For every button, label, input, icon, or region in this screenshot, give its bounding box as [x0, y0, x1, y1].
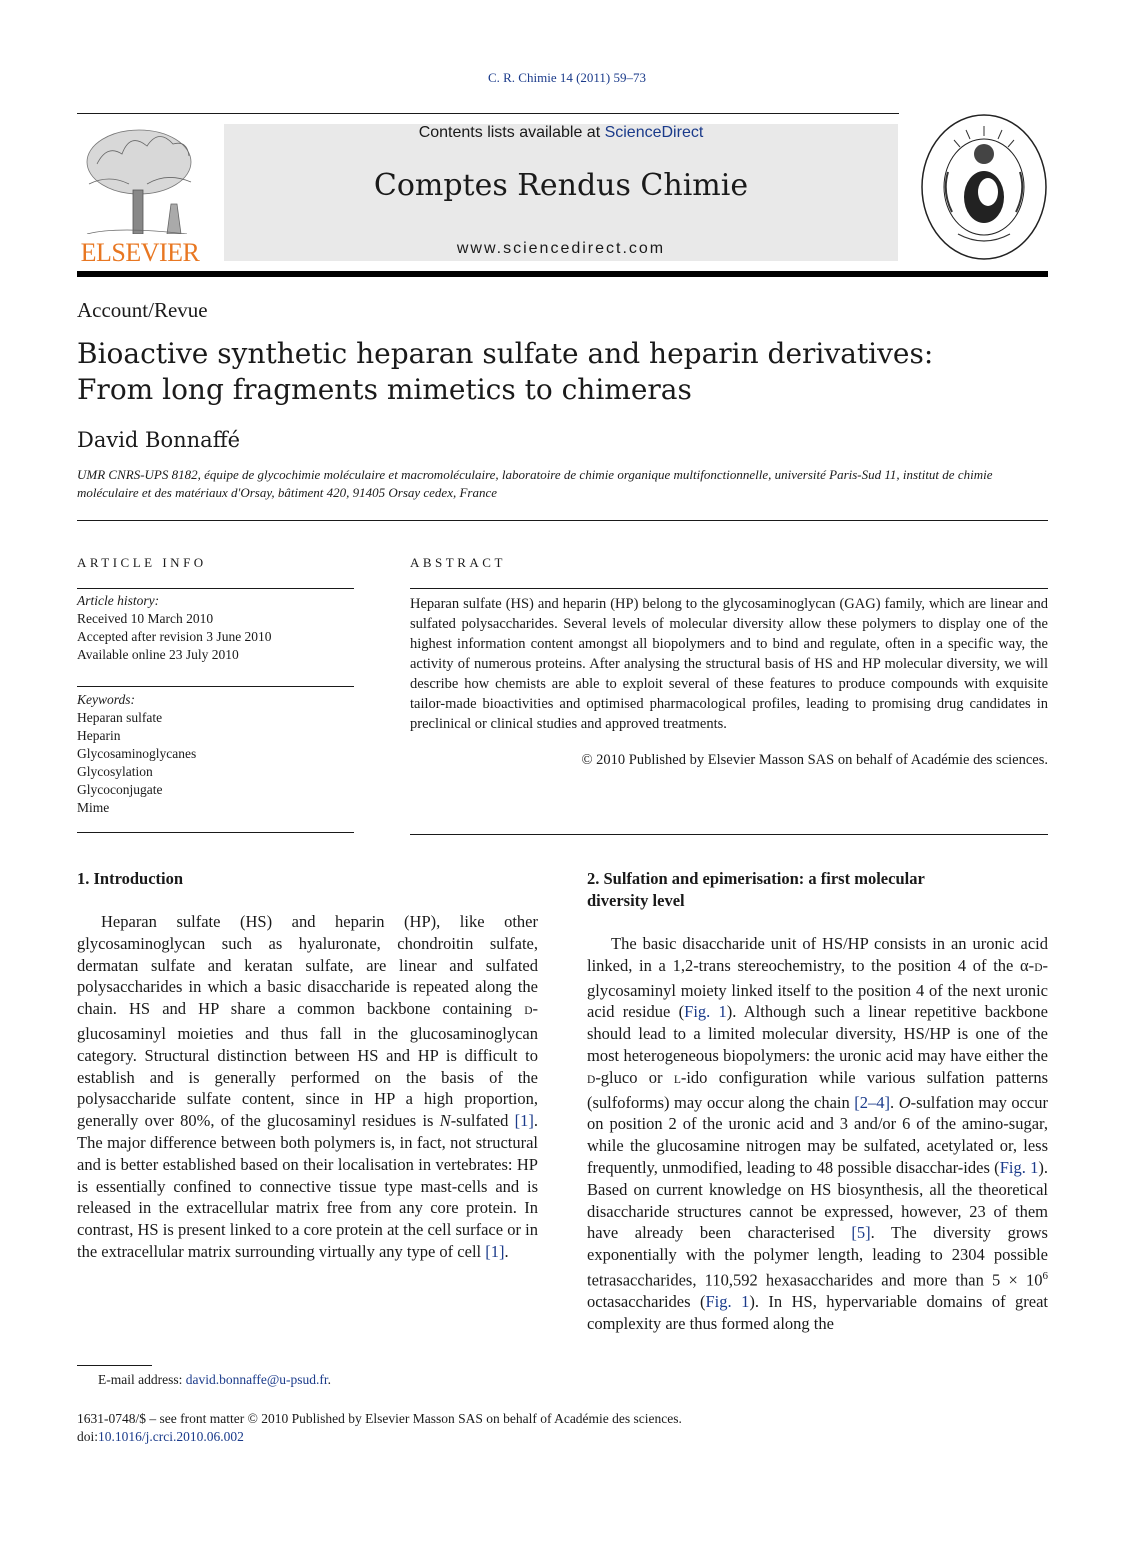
text-run: .: [327, 1372, 332, 1387]
section-2-heading: [587, 868, 1048, 912]
academie-seal-logo: [918, 112, 1050, 262]
text-run: .: [504, 1241, 509, 1261]
abstract-text: Heparan sulfate (HS) and heparin (HP) belong to the glycosaminoglycan (GAG) family, which are linear and sulfated polysaccharides. Several levels of molecular diversity allow these polymers to display one of the highest information content amongst all biopolymers and to bind and regulate, often in a specific way, the activity of numerous proteins. After analysing the structural basis of HS and HP molecular diversity, we will describe how chemists are able to exploit several of these features to produce compounds with exquisite tailor-made bioactivities and optimised pharmacological profiles, leading to promising drug candidates in preclinical or clinical studies and approved treatments.: [410, 596, 1048, 732]
text-run: The basic disaccharide unit of HS/HP consists in an uronic acid linked, in a 1,2-trans stereochemistry, to the position 4 of the α-: [587, 934, 1048, 975]
figure-link[interactable]: Fig. 1: [705, 1292, 750, 1312]
text-run: -glucosaminyl moieties and thus fall in the glucosaminoglycan category. Structural distinction between HS and HP is difficult to establish and is generally performed on the basis of the polysaccharide sulfate content, since in HP a high proportion, generally over 80%, of the glucosaminyl residues is: [77, 999, 538, 1131]
running-head: C. R. Chimie 14 (2011) 59–73: [487, 70, 647, 85]
text-run: ). In HS, hypervariable domains of great complexity are thus formed along the: [587, 1292, 1049, 1334]
author-affiliation: UMR CNRS-UPS 8182, équipe de glycochimie moléculaire et macromoléculaire, laboratoire de chimie organique multifonctionnelle, université Paris-Sud 11, institut de chimie moléculaire et des matériaux d'Orsay, bâtiment 420, 91405 Orsay cedex, France: [77, 467, 993, 500]
keyword-item: Heparin: [77, 728, 121, 743]
contents-prefix: Contents lists available at: [418, 124, 605, 141]
keywords-rule: [77, 686, 354, 687]
small-caps-l: L: [673, 1073, 681, 1086]
article-info-bottom-rule: [77, 832, 354, 833]
small-caps-d: D: [1034, 961, 1043, 974]
title-line-2: From long fragments mimetics to chimeras: [77, 373, 692, 406]
history-online: Available online 23 July 2010: [77, 647, 239, 662]
footnote-rule: [77, 1365, 152, 1366]
section-1-heading: 1. Introduction: [77, 869, 184, 888]
doi-prefix: doi:: [77, 1429, 99, 1444]
article-title: [77, 336, 1037, 408]
section-2-body: [587, 933, 1048, 1335]
article-info-rule: [77, 588, 354, 589]
italic-o: O: [898, 1092, 911, 1112]
doi-link[interactable]: 10.1016/j.crci.2010.06.002: [98, 1429, 244, 1444]
citation-link[interactable]: [1]: [485, 1241, 505, 1261]
front-matter-line: 1631-0748/$ – see front matter © 2010 Published by Elsevier Masson SAS on behalf of Académie des sciences.: [77, 1411, 682, 1426]
header-bottom-rule: [77, 271, 1048, 277]
italic-n: N: [439, 1111, 451, 1131]
text-run: ). Although such a linear repetitive backbone should lead to a limited molecular diversity, HS/HP is one of the most heterogeneous biopolymers: the uronic acid may have either the: [587, 1002, 1048, 1065]
sciencedirect-link[interactable]: ScienceDirect: [604, 124, 704, 141]
history-received: Received 10 March 2010: [77, 611, 214, 626]
keyword-item: Glycosaminoglycanes: [77, 746, 197, 761]
keyword-item: Heparan sulfate: [77, 710, 163, 725]
text-run: Heparan sulfate (HS) and heparin (HP), like other glycosaminoglycan such as hyaluronate, chondroitin sulfate, dermatan sulfate and keratan sulfate, are linear and sulfated polysaccharides in which a basic disaccharide is repeated along the chain. HS and HP share a common backbone containing: [77, 912, 538, 1019]
text-run: -sulfated: [450, 1111, 515, 1131]
footnote-label: E-mail address:: [98, 1372, 186, 1387]
section-1-body: [77, 911, 538, 1263]
elsevier-wordmark: ELSEVIER: [80, 238, 200, 267]
title-line-1: Bioactive synthetic heparan sulfate and heparin derivatives:: [77, 337, 934, 370]
keyword-item: Glycoconjugate: [77, 782, 163, 797]
journal-name: Comptes Rendus Chimie: [373, 168, 749, 203]
article-info-heading: ARTICLE INFO: [77, 555, 207, 570]
abstract-heading: ABSTRACT: [410, 555, 506, 570]
contents-line: [224, 124, 898, 142]
author-name: David Bonnaffé: [77, 428, 241, 452]
abstract-copyright: © 2010 Published by Elsevier Masson SAS on behalf of Académie des sciences.: [581, 752, 1048, 768]
keyword-item: Mime: [77, 800, 110, 815]
keywords-label: Keywords:: [77, 692, 135, 707]
text-run: -gluco or: [595, 1067, 674, 1087]
doi-line: [77, 1428, 682, 1446]
text-run: . The major difference between both polymers is, in fact, not structural and is better established based on their localisation in vertebrates: HP is essentially confined to connective tissue type mast-cells and is released in the extracellular matrix free from any core protein. In contrast, HS is present linked to a core protein at the cell surface or in the extracellular matrix surrounding virtually any type of cell: [77, 1111, 539, 1261]
header-top-rule: [77, 113, 899, 114]
figure-link[interactable]: Fig. 1: [684, 1002, 727, 1022]
text-run: -ido configuration while various sulfation patterns (sulfoforms) may occur along the chain: [587, 1067, 1048, 1112]
email-link[interactable]: david.bonnaffe@u-psud.fr: [185, 1372, 328, 1387]
article-history: [77, 592, 354, 664]
journal-url[interactable]: www.sciencedirect.com: [456, 240, 666, 257]
section-2-heading-line-2: diversity level: [587, 891, 685, 910]
section-2-paragraph: [587, 933, 1048, 1335]
text-run: . The diversity grows exponentially with the polymer length, leading to 2304 possible tetrasaccharides, 110,592 hexasaccharides and more than 5 × 10: [587, 1223, 1048, 1290]
text-run: octasaccharides (: [587, 1292, 706, 1312]
section-2-heading-line-1: 2. Sulfation and epimerisation: a first molecular: [587, 869, 925, 888]
history-label: Article history:: [77, 593, 160, 608]
superscript: 6: [1042, 1269, 1048, 1282]
article-type: Account/Revue: [77, 298, 208, 322]
citation-link[interactable]: [1]: [514, 1111, 534, 1131]
footnote: [98, 1372, 331, 1388]
citation-link[interactable]: [2–4]: [854, 1092, 891, 1112]
text-run: ). Based on current knowledge on HS biosynthesis, all the theoretical disaccharide structures cannot be expressed, however, 23 of them have already been characterised: [587, 1157, 1048, 1243]
citation-link[interactable]: [5]: [851, 1223, 871, 1243]
text-run: .: [890, 1092, 899, 1112]
history-accepted: Accepted after revision 3 June 2010: [77, 629, 272, 644]
abstract-rule: [410, 588, 1048, 589]
front-matter-block: [77, 1410, 682, 1446]
keyword-item: Glycosylation: [77, 764, 153, 779]
text-run: -glycosaminyl moiety linked itself to the position 4 of the next uronic acid residue (: [587, 955, 1048, 1022]
small-caps-d: D: [524, 1005, 533, 1018]
keywords-block: [77, 691, 354, 817]
section-1-paragraph: [77, 911, 538, 1263]
small-caps-d: D: [587, 1073, 596, 1086]
abstract-bottom-rule: [410, 834, 1048, 835]
affiliation-rule: [77, 520, 1048, 521]
figure-link[interactable]: Fig. 1: [999, 1157, 1039, 1177]
text-run: -sulfation may occur on position 2 of the uronic acid and 3 and/or 6 of the amino-sugar, while the glucosamine nitrogen may be sulfated, acetylated or, less frequently, unmodified, leading to 48 possible disacchar-ides (: [587, 1092, 1048, 1177]
